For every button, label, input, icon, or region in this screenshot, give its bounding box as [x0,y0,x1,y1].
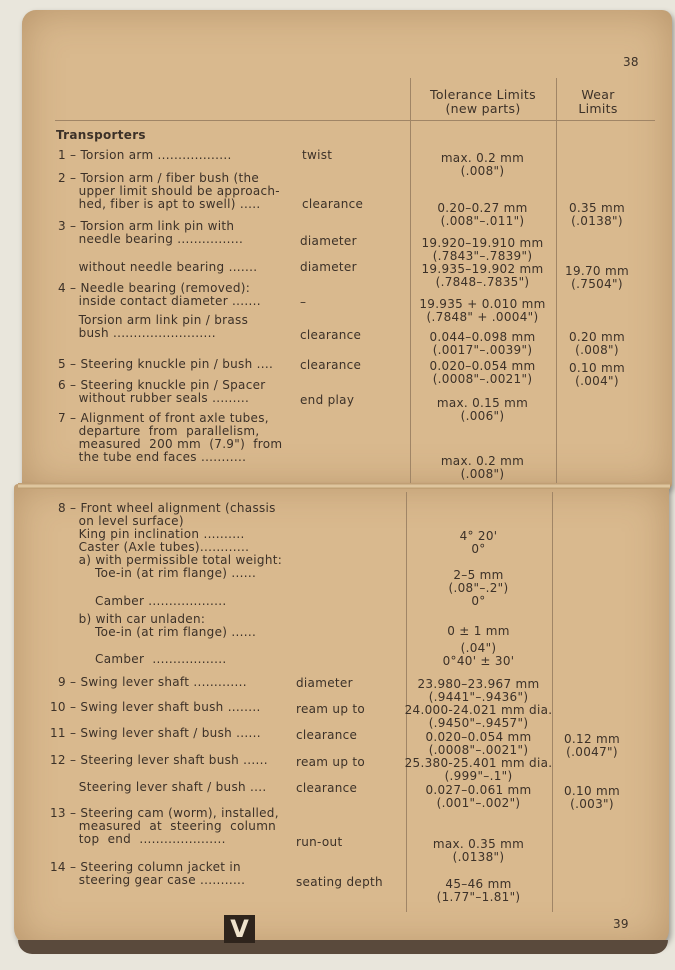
item-4b-wear: 0.20 mm (.008") [568,330,625,357]
item-12-desc: 12 – Steering lever shaft bush ...... [50,753,268,767]
item-4-tolerance: 19.935 + 0.010 mm (.7848" + .0004") [419,297,546,324]
item-11-tolerance: 0.020–0.054 mm (.0008"–.0021") [425,730,532,757]
item-5-tolerance: 0.020–0.054 mm (.0008"–.0021") [429,359,536,386]
item-14-tolerance: 45–46 mm (1.77"–1.81") [436,877,521,904]
item-4-type: – [300,295,307,309]
item-4-desc: 4 – Needle bearing (removed): inside contact diameter ....... [58,281,261,308]
item-12b-tolerance: 0.027–0.061 mm (.001"–.002") [425,783,532,810]
item-3b-desc: without needle bearing ....... [58,260,258,274]
item-3b-type: diameter [300,260,357,274]
item-8b-camber: Camber .................. [58,652,227,666]
item-5-wear: 0.10 mm (.004") [568,361,625,388]
item-10-tolerance: 24.000-24.021 mm dia. (.9450"–.9457") [404,703,553,730]
page-number-top: 38 [623,55,639,69]
item-2-type: clearance [302,197,364,211]
item-2-tolerance: 0.20–0.27 mm (.008"–.011") [437,201,528,228]
item-11-type: clearance [296,728,358,742]
item-14-type: seating depth [296,875,383,889]
item-7-desc: 7 – Alignment of front axle tubes, departure from parallelism, measured 200 mm (7.9") from the tube end faces ........... [58,411,283,464]
item-5-desc: 5 – Steering knuckle pin / bush .... [58,357,274,371]
item-12b-wear: 0.10 mm (.003") [563,784,620,811]
item-3-desc: 3 – Torsion arm link pin with needle bearing ................ [58,219,244,246]
item-9-tolerance: 23.980–23.967 mm (.9441"–.9436") [417,677,540,704]
item-12-type: ream up to [296,755,365,769]
item-8-tolerance: 4° 20' 0° 2–5 mm (.08"–.2") 0° [448,529,509,608]
item-4b-tolerance: 0.044–0.098 mm (.0017"–.0039") [429,330,536,357]
item-4b-type: clearance [300,328,362,342]
wear-header: Wear Limits [578,87,618,116]
item-3-tolerance: 19.920–19.910 mm (.7843"–.7839") [421,236,544,263]
item-6-tolerance: max. 0.15 mm (.006") [436,396,529,423]
header-rule [55,120,655,121]
item-6-type: end play [300,393,355,407]
item-2-desc: 2 – Torsion arm / fiber bush (the upper limit should be approach- hed, fiber is apt to swell) ..... [58,171,280,211]
tolerance-header: Tolerance Limits (new parts) [430,87,536,116]
item-12b-desc: Steering lever shaft / bush .... [50,780,267,794]
section-title: Transporters [56,128,146,142]
item-12b-type: clearance [296,781,358,795]
item-3b-tolerance: 19.935–19.902 mm (.7848–.7835") [421,262,544,289]
item-3-type: diameter [300,234,357,248]
item-1-desc: 1 – Torsion arm .................. [58,148,232,162]
item-13-type: run-out [296,835,343,849]
item-1-type: twist [302,148,333,162]
item-3b-wear: 19.70 mm (.7504") [565,264,629,291]
item-9-type: diameter [296,676,353,690]
item-13-desc: 13 – Steering cam (worm), installed, measured at steering column top end ..................... [50,806,279,846]
item-13-tolerance: max. 0.35 mm (.0138") [432,837,525,864]
item-14-desc: 14 – Steering column jacket in steering gear case ........... [50,860,246,887]
page-number-bottom: 39 [613,917,629,931]
item-1-tolerance: max. 0.2 mm (.008") [440,151,525,178]
item-7-tolerance: max. 0.2 mm (.008") [440,454,525,481]
page-fold [18,483,670,489]
item-5-type: clearance [300,358,362,372]
item-9-desc: 9 – Swing lever shaft ............. [58,675,247,689]
item-8b-camber-tolerance: (.04") 0°40' ± 30' [442,641,515,668]
item-8b-tolerance: 0 ± 1 mm [447,624,510,638]
book-edge [18,940,668,954]
item-8-camber: Camber ................... [58,594,227,608]
item-8-desc: 8 – Front wheel alignment (chassis on level surface) King pin inclination .......... Caster (Axle tubes)............ a) with permissible total weight: Toe-in (at rim flange) ...... [58,501,283,580]
item-12-tolerance: 25.380-25.401 mm dia. (.999"–.1") [404,756,553,783]
item-11-wear: 0.12 mm (.0047") [563,732,620,759]
item-11-desc: 11 – Swing lever shaft / bush ...... [50,726,261,740]
item-10-desc: 10 – Swing lever shaft bush ........ [50,700,261,714]
item-8b-desc: b) with car unladen: Toe-in (at rim flange) ...... [78,612,257,639]
item-10-type: ream up to [296,702,365,716]
item-4b-desc: Torsion arm link pin / brass bush ......................... [78,313,249,340]
column-rule-right-lower [552,492,553,912]
item-2-wear: 0.35 mm (.0138") [568,201,625,228]
v-badge: V [224,915,255,943]
item-6-desc: 6 – Steering knuckle pin / Spacer without rubber seals ......... [58,378,266,405]
